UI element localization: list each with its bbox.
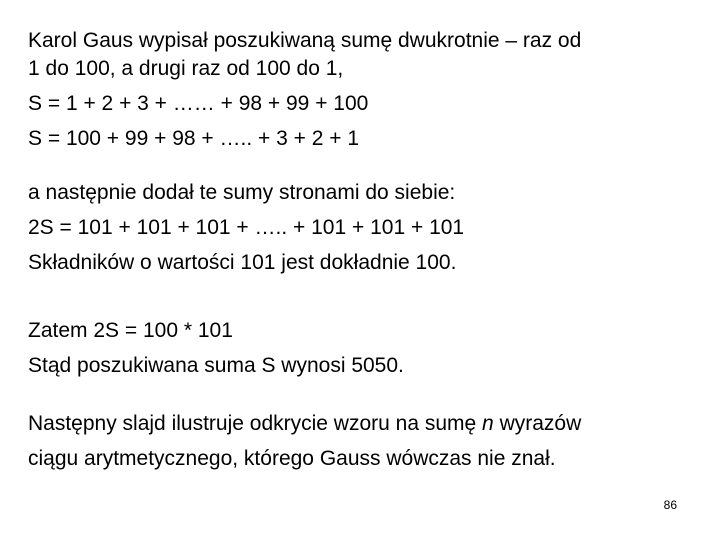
double-sum: 2S = 101 + 101 + 101 + ….. + 101 + 101 + 101 [28, 216, 465, 239]
intro-line-2: 1 do 100, a drugi raz od 100 do 1, [28, 57, 344, 80]
next-text-a: Następny slajd ilustruje odkrycie wzoru na sumę [28, 412, 483, 435]
add-intro: a następnie dodał te sumy stronami do siebie: [28, 181, 456, 204]
terms-count: Składników o wartości 101 jest dokładnie 100. [28, 251, 457, 274]
next-text-b: wyrazów [493, 412, 582, 435]
next-slide-line-1 [28, 411, 581, 436]
therefore-line: Zatem 2S = 100 * 101 [28, 319, 233, 342]
intro-line-1: Karol Gaus wypisał poszukiwaną sumę dwukrotnie – raz od [28, 29, 582, 52]
sum-forward: S = 1 + 2 + 3 + …… + 98 + 99 + 100 [28, 92, 369, 115]
n-variable: n [482, 412, 494, 435]
sum-backward: S = 100 + 99 + 98 + ….. + 3 + 2 + 1 [28, 127, 359, 150]
page-number: 86 [663, 498, 677, 512]
result-line: Stąd poszukiwana suma S wynosi 5050. [28, 354, 404, 377]
next-slide-line-2: ciągu arytmetycznego, którego Gauss wówczas nie znał. [28, 447, 556, 470]
